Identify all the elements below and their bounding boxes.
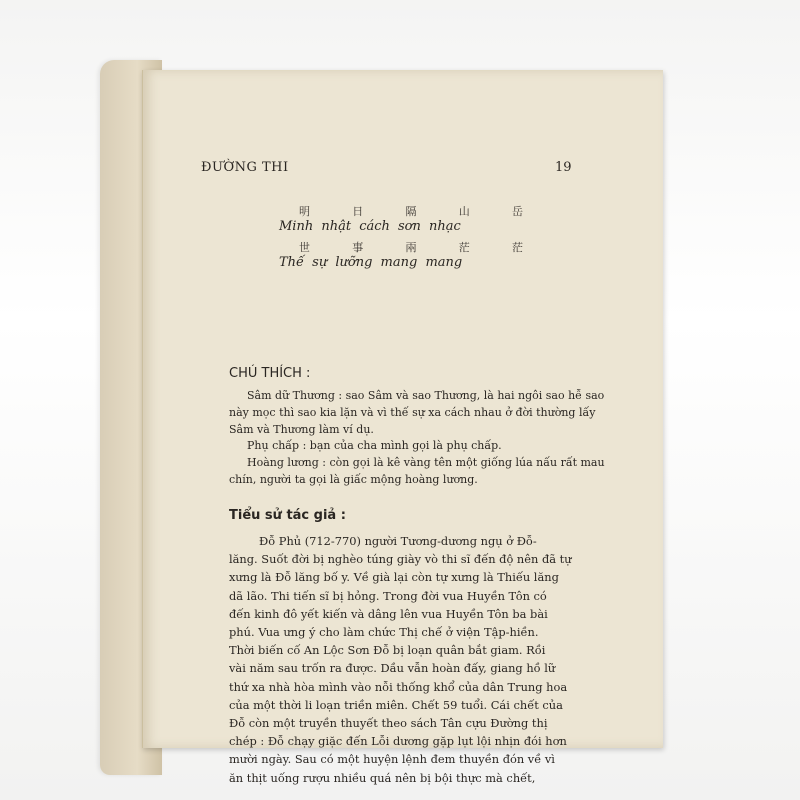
han-line-2 <box>279 239 529 255</box>
bio-line: ăn thịt uống rượu nhiều quá nên bị bội thực mà chết, <box>229 770 536 785</box>
bio-line: chép : Đỗ chạy giặc đến Lỗi dương gặp lụt lội nhịn đói hơn <box>229 734 567 749</box>
bio-line: phú. Vua ưng ý cho làm chức Thị chế ở viện Tập-hiền. <box>229 625 539 640</box>
bio-body <box>229 532 625 787</box>
note-paragraph: Sâm dữ Thương : sao Sâm và sao Thương, là hai ngôi sao hễ sao này mọc thì sao kia lặn và vì thế sự xa cách nhau ở đời thường lấy Sâm và Thương làm ví dụ. <box>229 389 605 436</box>
han-char: 兩 <box>405 241 417 254</box>
han-line-1 <box>279 203 529 219</box>
bio-line: đến kinh đô yết kiến và dâng lên vua Huyền Tôn ba bài <box>229 606 548 621</box>
notes-title: CHÚ THÍCH : <box>229 366 311 381</box>
note-paragraph: Phụ chấp : bạn của cha mình gọi là phụ chấp. <box>247 439 502 453</box>
bio-title: Tiểu sử tác giả : <box>229 508 346 523</box>
han-char: 明 <box>299 205 310 218</box>
han-char: 隔 <box>405 205 417 218</box>
han-char: 日 <box>352 205 364 218</box>
bio-line: thứ xa nhà hòa mình vào nỗi thống khổ của dân Trung hoa <box>229 679 568 694</box>
han-char: 世 <box>299 241 310 254</box>
bio-line: xưng là Đỗ lăng bố y. Về già lại còn tự xưng là Thiếu lăng <box>229 570 559 585</box>
quoc-ngu-line-2: Thế sự lưỡng mang mang <box>279 255 463 270</box>
bio-line: vài năm sau trốn ra được. Dầu vẫn hoàn đấy, giang hồ lữ <box>229 661 556 676</box>
notes-body <box>229 388 621 489</box>
note-paragraph: Hoàng lương : còn gọi là kê vàng tên một giống lúa nấu rất mau chín, người ta gọi là giấc mộng hoàng lương. <box>229 456 605 486</box>
quoc-ngu-line-1: Minh nhật cách sơn nhạc <box>279 219 461 234</box>
bio-line: dã lão. Thi tiến sĩ bị hỏng. Trong đời vua Huyền Tôn có <box>229 588 547 603</box>
poem-block <box>279 203 529 275</box>
running-head: ĐƯỜNG THI <box>201 160 289 175</box>
han-char: 山 <box>458 205 470 218</box>
bio-line: mười ngày. Sau có một huyện lệnh đem thuyền đón về vì <box>229 752 555 767</box>
bio-line: Thời biến cố An Lộc Sơn Đỗ bị loạn quân bắt giam. Rồi <box>229 643 546 658</box>
bio-line: Đỗ còn một truyền thuyết theo sách Tân cựu Đường thị <box>229 716 548 731</box>
han-char: 茫 <box>512 241 523 254</box>
han-char: 岳 <box>512 205 523 218</box>
bio-line: lăng. Suốt đời bị nghèo túng giày vò thi sĩ đến độ nên đã tự <box>229 552 572 567</box>
han-char: 事 <box>352 241 364 254</box>
bio-line: Đỗ Phủ (712-770) người Tương-dương ngụ ở Đỗ- <box>259 534 537 548</box>
page-number: 19 <box>555 160 572 175</box>
book-page <box>142 70 663 785</box>
han-char: 茫 <box>458 241 470 254</box>
bio-line: của một thời li loạn triền miên. Chết 59 tuổi. Cái chết của <box>229 697 563 712</box>
